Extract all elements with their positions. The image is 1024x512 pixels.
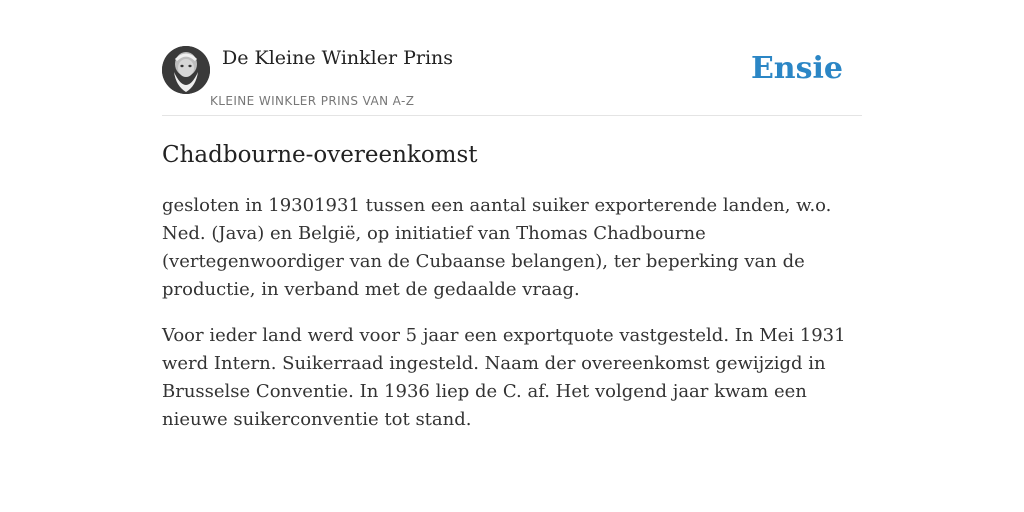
article-paragraph: gesloten in 19301931 tussen een aantal suiker exporterende landen, w.o. Ned. (Java) en België, op initiatief van Thomas Chadbourne (vertegenwoordiger van de Cubaanse belangen), ter beperking van de productie, in verband met de gedaalde vraag. [162, 195, 832, 300]
article-paragraph: Voor ieder land werd voor 5 jaar een exportquote vastgesteld. In Mei 1931 werd Intern. Suikerraad ingesteld. Naam der overeenkomst gewijzigd in Brusselse Conventie. In 1936 liep de C. af. Het volgend jaar kwam een nieuwe suikerconventie tot stand. [162, 325, 846, 430]
page [162, 0, 862, 512]
article-title: Chadbourne-overeenkomst [162, 142, 478, 168]
bearded-man-portrait-icon[interactable] [162, 46, 210, 94]
brand-logo-link[interactable]: Ensie [750, 51, 843, 86]
source-header [162, 0, 862, 116]
source-subtitle: KLEINE WINKLER PRINS VAN A-Z [210, 94, 415, 108]
article-body [162, 192, 862, 452]
source-title-link[interactable]: De Kleine Winkler Prins [222, 47, 454, 69]
